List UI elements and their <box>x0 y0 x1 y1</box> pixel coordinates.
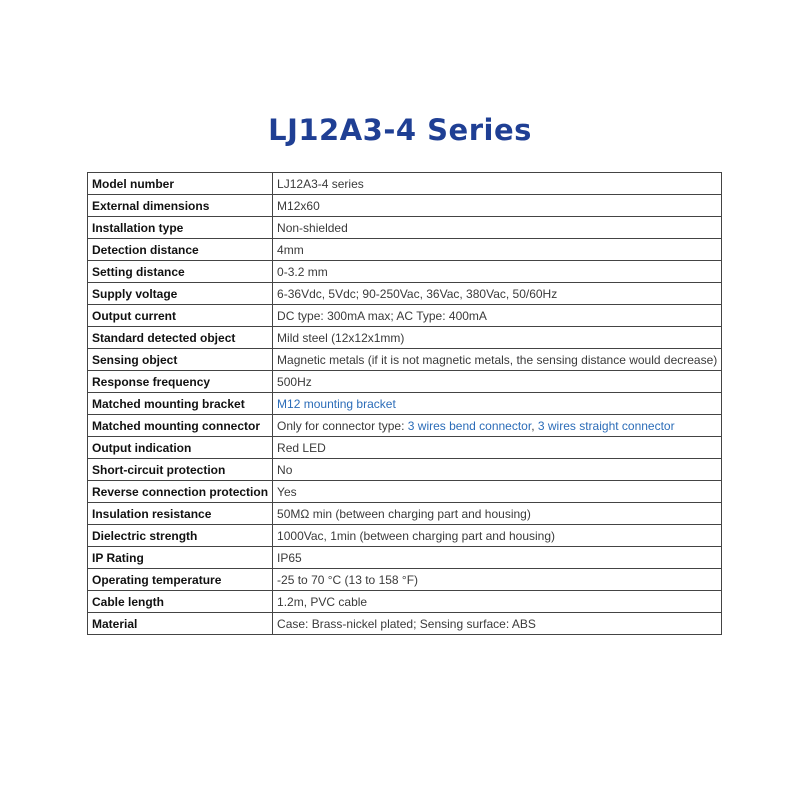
row-label: Supply voltage <box>88 283 273 305</box>
row-value <box>273 393 722 415</box>
table-row <box>88 261 722 283</box>
row-label: Output indication <box>88 437 273 459</box>
table-row <box>88 327 722 349</box>
row-label: Cable length <box>88 591 273 613</box>
table-row <box>88 437 722 459</box>
table-row <box>88 283 722 305</box>
row-value: 500Hz <box>273 371 722 393</box>
table-row <box>88 371 722 393</box>
table-row <box>88 393 722 415</box>
table-row <box>88 591 722 613</box>
row-label: Model number <box>88 173 273 195</box>
row-value: 1.2m, PVC cable <box>273 591 722 613</box>
row-label: External dimensions <box>88 195 273 217</box>
row-label: Insulation resistance <box>88 503 273 525</box>
bend-connector-link[interactable]: 3 wires bend connector <box>407 418 532 433</box>
table-row <box>88 547 722 569</box>
row-label: Material <box>88 613 273 635</box>
row-value: LJ12A3-4 series <box>273 173 722 195</box>
table-row <box>88 525 722 547</box>
mounting-bracket-link[interactable]: M12 mounting bracket <box>277 396 396 411</box>
row-label: IP Rating <box>88 547 273 569</box>
row-value: Magnetic metals (if it is not magnetic metals, the sensing distance would decrease) <box>273 349 722 371</box>
row-label: Matched mounting connector <box>88 415 273 437</box>
row-value: 50MΩ min (between charging part and housing) <box>273 503 722 525</box>
row-value: Mild steel (12x12x1mm) <box>273 327 722 349</box>
row-value: 6-36Vdc, 5Vdc; 90-250Vac, 36Vac, 380Vac, 50/60Hz <box>273 283 722 305</box>
row-value: DC type: 300mA max; AC Type: 400mA <box>273 305 722 327</box>
table-row <box>88 459 722 481</box>
table-row <box>88 569 722 591</box>
table-row <box>88 305 722 327</box>
row-label: Sensing object <box>88 349 273 371</box>
row-value: M12x60 <box>273 195 722 217</box>
table-row <box>88 613 722 635</box>
row-value: -25 to 70 °C (13 to 158 °F) <box>273 569 722 591</box>
row-value <box>273 415 722 437</box>
row-label: Installation type <box>88 217 273 239</box>
table-row <box>88 349 722 371</box>
row-value: Non-shielded <box>273 217 722 239</box>
spec-table <box>87 172 722 635</box>
row-value: 1000Vac, 1min (between charging part and housing) <box>273 525 722 547</box>
table-row <box>88 503 722 525</box>
straight-connector-link[interactable]: 3 wires straight connector <box>537 418 675 433</box>
connector-separator: , <box>531 418 538 433</box>
row-label: Output current <box>88 305 273 327</box>
table-row <box>88 415 722 437</box>
page-title: LJ12A3-4 Series <box>268 113 532 147</box>
table-row <box>88 173 722 195</box>
row-value: Red LED <box>273 437 722 459</box>
row-label: Operating temperature <box>88 569 273 591</box>
connector-prefix: Only for connector type: <box>277 418 408 433</box>
row-value: IP65 <box>273 547 722 569</box>
table-row <box>88 217 722 239</box>
row-value: 0-3.2 mm <box>273 261 722 283</box>
row-label: Response frequency <box>88 371 273 393</box>
row-label: Setting distance <box>88 261 273 283</box>
row-value: 4mm <box>273 239 722 261</box>
row-label: Detection distance <box>88 239 273 261</box>
row-value: No <box>273 459 722 481</box>
table-row <box>88 195 722 217</box>
row-label: Reverse connection protection <box>88 481 273 503</box>
row-value: Case: Brass-nickel plated; Sensing surface: ABS <box>273 613 722 635</box>
row-label: Short-circuit protection <box>88 459 273 481</box>
table-row <box>88 481 722 503</box>
row-label: Matched mounting bracket <box>88 393 273 415</box>
row-label: Standard detected object <box>88 327 273 349</box>
row-value: Yes <box>273 481 722 503</box>
table-row <box>88 239 722 261</box>
row-label: Dielectric strength <box>88 525 273 547</box>
